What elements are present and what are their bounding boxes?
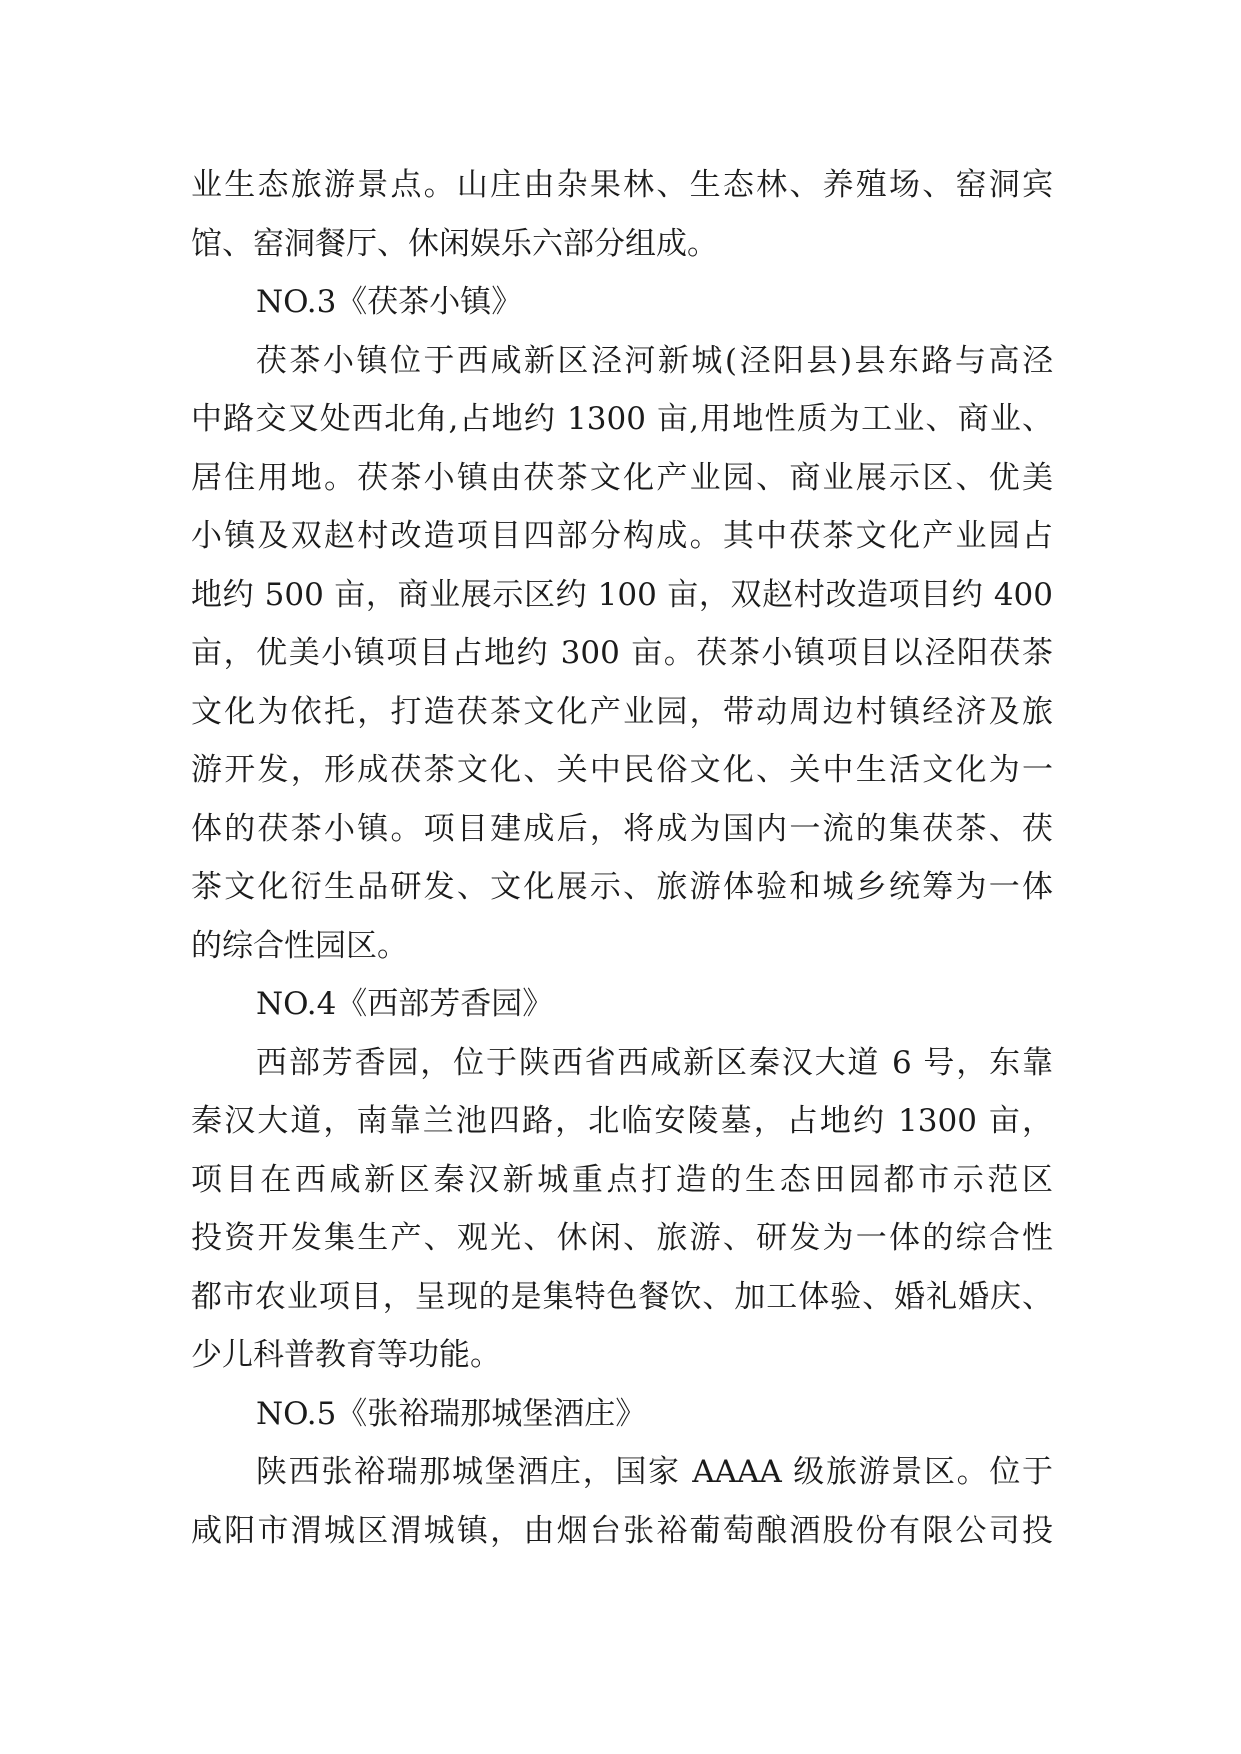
- section-no3: [191, 273, 1053, 975]
- paragraph-line: 的综合性园区。: [191, 927, 408, 964]
- paragraph-line: 都市农业项目，呈现的是集特色餐饮、加工体验、婚礼婚庆、: [191, 1278, 1053, 1315]
- paragraph-line: 馆、窑洞餐厅、休闲娱乐六部分组成。: [191, 225, 718, 262]
- document-body: [191, 156, 1053, 1560]
- paragraph-line: 茶文化衍生品研发、文化展示、旅游体验和城乡统筹为一体: [191, 869, 1053, 905]
- paragraph-line: 居住用地。茯茶小镇由茯茶文化产业园、商业展示区、优美: [191, 459, 1053, 496]
- continued-paragraph: [191, 156, 1053, 273]
- section-heading: NO.3《茯茶小镇》: [256, 284, 523, 320]
- section-paragraph: [191, 1443, 1053, 1560]
- paragraph-line: 西部芳香园，位于陕西省西咸新区秦汉大道 6 号，东靠: [256, 1044, 1053, 1081]
- section-paragraph: [191, 1034, 1053, 1385]
- section-paragraph: [191, 332, 1053, 976]
- paragraph-line: 体的茯茶小镇。项目建成后，将成为国内一流的集茯茶、茯: [191, 810, 1053, 847]
- paragraph-line: 小镇及双赵村改造项目四部分构成。其中茯茶文化产业园占: [191, 518, 1053, 554]
- paragraph-line: 业生态旅游景点。山庄由杂果林、生态林、养殖场、窑洞宾: [191, 167, 1053, 203]
- paragraph-line: 咸阳市渭城区渭城镇，由烟台张裕葡萄酿酒股份有限公司投: [191, 1512, 1053, 1549]
- paragraph-line: 茯茶小镇位于西咸新区泾河新城(泾阳县)县东路与高泾: [256, 342, 1053, 379]
- section-heading: NO.5《张裕瑞那城堡酒庄》: [256, 1395, 647, 1432]
- paragraph-line: 中路交叉处西北角,占地约 1300 亩,用地性质为工业、商业、: [191, 401, 1053, 437]
- paragraph-line: 文化为依托，打造茯茶文化产业园，带动周边村镇经济及旅: [191, 693, 1053, 730]
- paragraph-line: 少儿科普教育等功能。: [191, 1337, 501, 1373]
- paragraph-line: 游开发，形成茯茶文化、关中民俗文化、关中生活文化为一: [191, 752, 1053, 788]
- section-no5: [191, 1385, 1053, 1561]
- paragraph-line: 地约 500 亩，商业展示区约 100 亩，双赵村改造项目约 400: [191, 576, 1053, 613]
- paragraph-line: 秦汉大道，南靠兰池四路，北临安陵墓，占地约 1300 亩，: [191, 1103, 1053, 1139]
- section-heading: NO.4《西部芳香园》: [256, 986, 554, 1022]
- paragraph-line: 投资开发集生产、观光、休闲、旅游、研发为一体的综合性: [191, 1220, 1053, 1256]
- paragraph-line: 项目在西咸新区秦汉新城重点打造的生态田园都市示范区: [191, 1161, 1053, 1198]
- paragraph-line: 亩，优美小镇项目占地约 300 亩。茯茶小镇项目以泾阳茯茶: [191, 635, 1053, 671]
- paragraph-line: 陕西张裕瑞那城堡酒庄，国家 AAAA 级旅游景区。位于: [256, 1454, 1053, 1490]
- section-no4: [191, 975, 1053, 1385]
